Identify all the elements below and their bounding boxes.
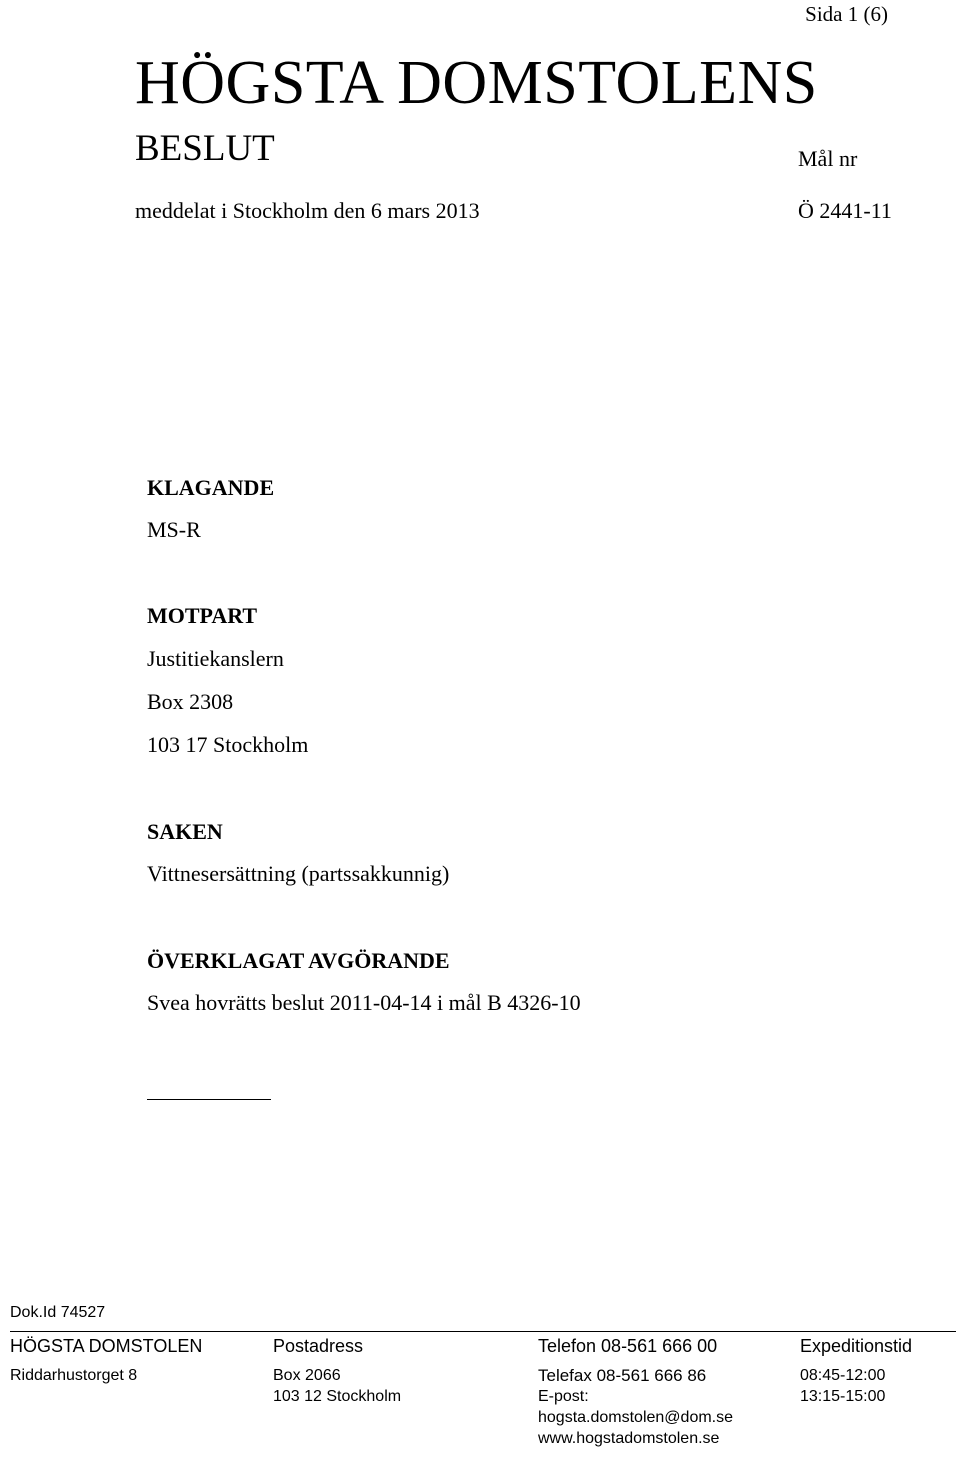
- footer-column-hours: [800, 1335, 912, 1407]
- footer-column-court: [10, 1335, 202, 1386]
- appellant-heading: KLAGANDE: [147, 475, 275, 500]
- document-id: Dok.Id 74527: [10, 1304, 106, 1321]
- respondent-name: Justitiekanslern: [147, 646, 284, 671]
- section-divider: [147, 1099, 271, 1100]
- footer-column-postal: [273, 1335, 401, 1407]
- footer-email-link[interactable]: hogsta.domstolen@dom.se: [538, 1409, 734, 1426]
- respondent-address-line-2: 103 17 Stockholm: [147, 732, 309, 757]
- footer-fax: Telefax 08-561 666 86: [538, 1366, 707, 1385]
- document-type: BESLUT: [135, 128, 275, 169]
- appealed-decision-heading: ÖVERKLAGAT AVGÖRANDE: [147, 948, 450, 973]
- matter-text: Vittnesersättning (partssakkunnig): [147, 861, 450, 886]
- respondent-heading: MOTPART: [147, 603, 258, 628]
- footer-column-contact: [538, 1335, 733, 1449]
- footer-hours-afternoon: 13:15-15:00: [800, 1388, 886, 1405]
- case-number: Ö 2441-11: [798, 198, 892, 223]
- footer-hours-morning: 08:45-12:00: [800, 1367, 886, 1384]
- matter-heading: SAKEN: [147, 819, 223, 844]
- case-number-label: Mål nr: [798, 146, 858, 171]
- footer-visiting-address: Riddarhustorget 8: [10, 1367, 138, 1384]
- footer-postal-city: 103 12 Stockholm: [273, 1388, 402, 1405]
- footer-postal-box: Box 2066: [273, 1367, 341, 1384]
- footer-rule: [10, 1331, 956, 1332]
- court-name-title: HÖGSTA DOMSTOLENS: [135, 49, 818, 117]
- footer-phone: Telefon 08-561 666 00: [538, 1336, 718, 1356]
- issued-line: meddelat i Stockholm den 6 mars 2013: [135, 198, 480, 223]
- page-indicator: Sida 1 (6): [805, 2, 888, 26]
- appealed-decision-text: Svea hovrätts beslut 2011-04-14 i mål B 4326-10: [147, 990, 581, 1015]
- footer-hours-heading: Expeditionstid: [800, 1336, 913, 1356]
- respondent-address-line-1: Box 2308: [147, 689, 234, 714]
- footer-postal-heading: Postadress: [273, 1336, 364, 1356]
- footer-court-name: HÖGSTA DOMSTOLEN: [10, 1336, 203, 1356]
- appellant-name: MS-R: [147, 517, 201, 542]
- footer-website-link[interactable]: www.hogstadomstolen.se: [538, 1430, 720, 1447]
- footer-email-label: E-post:: [538, 1388, 589, 1405]
